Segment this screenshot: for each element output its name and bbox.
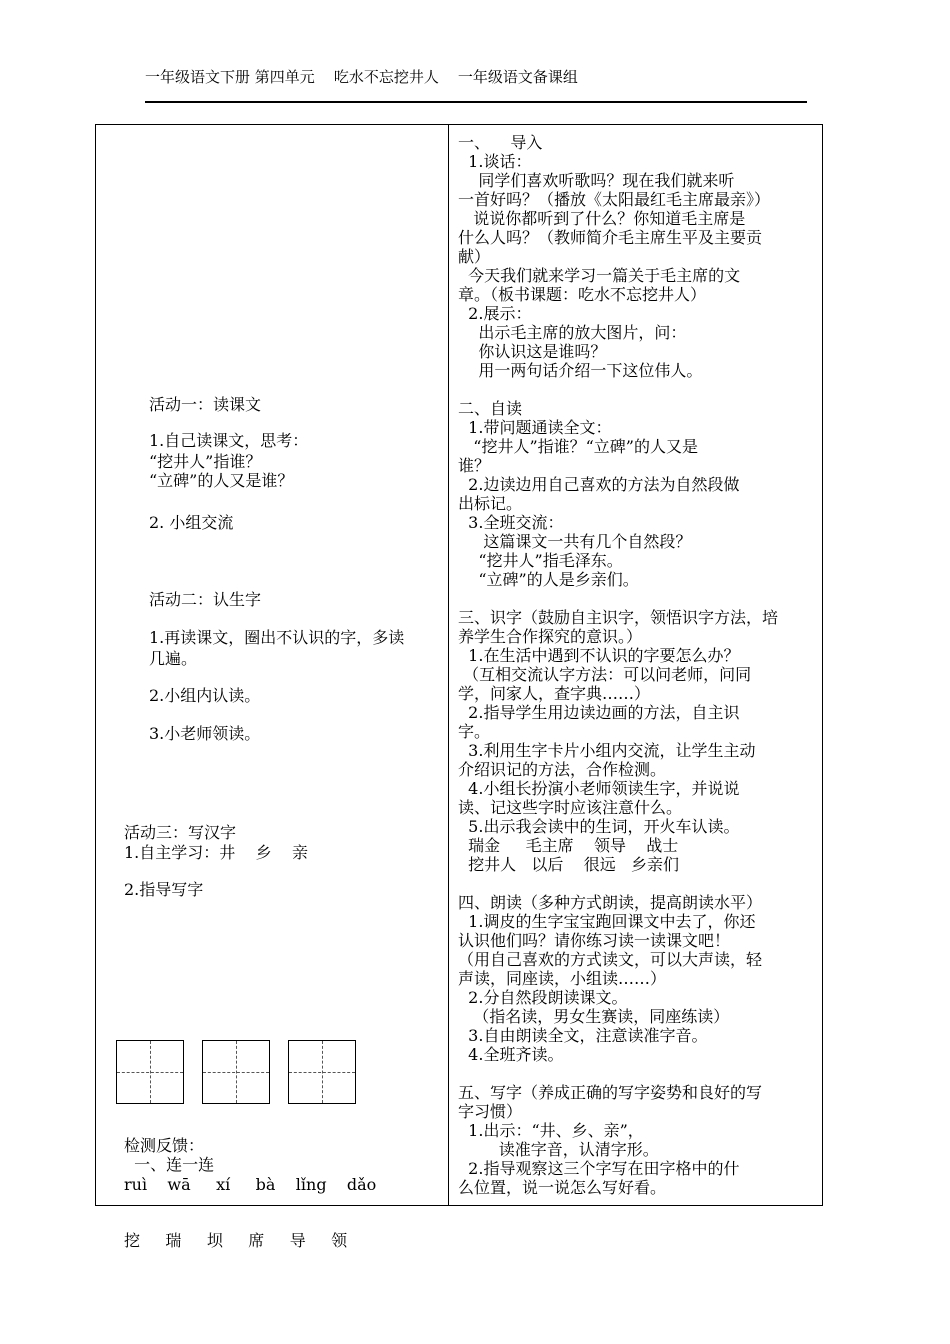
left-line: “立碑”的人又是谁？ xyxy=(149,471,294,490)
right-line: 1.出示：“井、乡、亲”， xyxy=(458,1121,644,1140)
right-line: 一、 导入 xyxy=(458,133,543,152)
right-line: 2.边读边用自己喜欢的方法为自然段做 xyxy=(458,475,740,494)
right-line: 字。 xyxy=(458,722,491,741)
left-line: 活动一：读课文 xyxy=(149,395,262,414)
right-line: 介绍识记的方法，合作检测。 xyxy=(458,760,667,779)
right-line: 养学生合作探究的意识。） xyxy=(458,627,643,646)
page-header: 一年级语文下册 第四单元 吃水不忘挖井人 一年级语文备课组 xyxy=(145,68,578,86)
left-line: 活动二：认生字 xyxy=(149,590,262,609)
right-line: 你认识这是谁吗？ xyxy=(458,342,607,361)
left-line: 检测反馈： xyxy=(124,1136,205,1155)
right-line: 瑞金 毛主席 领导 战士 xyxy=(458,836,679,855)
right-line: “挖井人”指毛泽东。 xyxy=(458,551,623,570)
right-line: 5.出示我会读中的生词，开火车认读。 xyxy=(458,817,740,836)
left-line: 2. 小组交流 xyxy=(149,513,234,532)
left-line: 2.小组内认读。 xyxy=(149,686,261,705)
right-line: 这篇课文一共有几个自然段？ xyxy=(458,532,692,551)
right-line: 字习惯） xyxy=(458,1102,523,1121)
right-line: 三、识字（鼓励自主识字，领悟识字方法，培 xyxy=(458,608,779,627)
right-line: 出示毛主席的放大图片，问： xyxy=(458,323,687,342)
right-line: 什么人吗？（教师简介毛主席生平及主要贡 xyxy=(458,228,763,247)
right-line: （用自己喜欢的方式读文，可以大声读，轻 xyxy=(458,950,763,969)
right-line: “挖井人”指谁？“立碑”的人又是 xyxy=(458,437,698,456)
right-line: 读准字音，认清字形。 xyxy=(458,1140,659,1159)
right-line: 章。（板书课题：吃水不忘挖井人） xyxy=(458,285,707,304)
right-line: 一首好吗？（播放《太阳最红毛主席最亲》） xyxy=(458,190,771,209)
right-line: 1.调皮的生字宝宝跑回课文中去了，你还 xyxy=(458,912,756,931)
right-line: 说说你都听到了什么？你知道毛主席是 xyxy=(458,209,746,228)
right-line: 五、写字（养成正确的写字姿势和良好的写 xyxy=(458,1083,763,1102)
right-line: 1.在生活中遇到不认识的字要怎么办？ xyxy=(458,646,740,665)
right-line: 出标记。 xyxy=(458,494,523,513)
right-line: “立碑”的人是乡亲们。 xyxy=(458,570,639,589)
left-line: 3.小老师领读。 xyxy=(149,724,261,743)
writing-grid xyxy=(288,1040,356,1104)
right-line: 同学们喜欢听歌吗？现在我们就来听 xyxy=(458,171,735,190)
right-line: 4.全班齐读。 xyxy=(458,1045,564,1064)
left-line: 2.指导写字 xyxy=(124,880,204,899)
right-line: 3.全班交流： xyxy=(458,513,564,532)
left-line: 一、连一连 xyxy=(124,1155,215,1174)
right-line: 2.指导学生用边读边画的方法，自主识 xyxy=(458,703,740,722)
header-rule xyxy=(145,101,807,103)
right-line: 4.小组长扮演小老师领读生字，并说说 xyxy=(458,779,740,798)
writing-grid xyxy=(116,1040,184,1104)
left-line: 1.再读课文，圈出不认识的字，多读 xyxy=(149,628,405,647)
right-line: 声读，同座读，小组读……） xyxy=(458,969,667,988)
right-line: 3.自由朗读全文，注意读准字音。 xyxy=(458,1026,708,1045)
left-line: 活动三：写汉字 xyxy=(124,823,237,842)
right-line: （指名读，男女生赛读，同座练读） xyxy=(458,1007,730,1026)
right-line: （互相交流认字方法：可以问老师，问同 xyxy=(458,665,752,684)
left-line: 1.自主学习：井 乡 亲 xyxy=(124,843,308,862)
right-line: 学，问家人，查字典……） xyxy=(458,684,651,703)
right-line: 献） xyxy=(458,247,491,266)
right-line: 二、自读 xyxy=(458,399,523,418)
right-line: 谁？ xyxy=(458,456,491,475)
right-line: 2.指导观察这三个字写在田字格中的什 xyxy=(458,1159,740,1178)
right-line: 2.展示： xyxy=(458,304,532,323)
right-line: 今天我们就来学习一篇关于毛主席的文 xyxy=(458,266,741,285)
left-line: 几遍。 xyxy=(149,649,198,668)
writing-grid xyxy=(202,1040,270,1104)
column-divider xyxy=(448,125,449,1205)
right-line: 用一两句话介绍一下这位伟人。 xyxy=(458,361,703,380)
right-line: 四、朗读（多种方式朗读，提高朗读水平） xyxy=(458,893,763,912)
left-line: ruì wā xí bà lǐng dǎo xyxy=(124,1175,377,1194)
left-line: 1.自己读课文，思考： xyxy=(149,431,309,450)
right-line: 1.带问题通读全文： xyxy=(458,418,612,437)
lesson-table xyxy=(95,124,823,1250)
left-line: “挖井人”指谁？ xyxy=(149,452,262,471)
right-line: 2.分自然段朗读课文。 xyxy=(458,988,628,1007)
right-line: 1.谈话： xyxy=(458,152,532,171)
right-line: 认识他们吗？请你练习读一读课文吧！ xyxy=(458,931,731,950)
right-line: 3.利用生字卡片小组内交流，让学生主动 xyxy=(458,741,756,760)
right-line: 么位置，说一说怎么写好看。 xyxy=(458,1178,667,1197)
left-line: 挖 瑞 坝 席 导 领 xyxy=(124,1231,348,1250)
right-line: 读、记这些字时应该注意什么。 xyxy=(458,798,683,817)
right-line: 挖井人 以后 很远 乡亲们 xyxy=(458,855,680,874)
